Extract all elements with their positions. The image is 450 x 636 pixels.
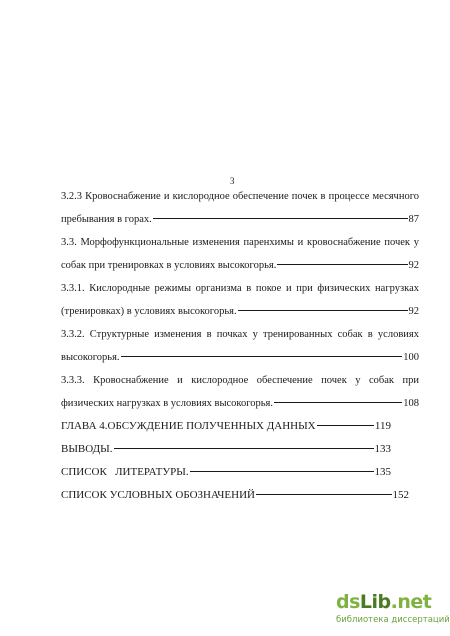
toc-entry-title: 3.3.2. Структурные изменения в почках у тренированных собак в условиях [61, 329, 419, 340]
toc-entry-title: 3.2.3 Кровоснабжение и кислородное обеспечение почек в процессе месячного [61, 191, 419, 202]
toc-page-number: 92 [408, 260, 419, 271]
leader-line [153, 218, 408, 219]
toc-entry-title: 3.3. Морфофункциональные изменения паренхимы и кровоснабжение почек у [61, 237, 419, 248]
toc-page-number: 133 [374, 443, 391, 455]
toc-entry-3-3-1 [61, 282, 419, 295]
brand-part-lib: Lib [359, 591, 391, 613]
toc-entry-title: 3.3.3. Кровоснабжение и кислородное обеспечение почек у собак при [61, 375, 419, 386]
dslib-tagline: библиотека диссертаций [336, 615, 450, 625]
toc-entry-3-3 [61, 236, 419, 249]
dslib-watermark-logo[interactable] [336, 591, 450, 632]
toc-entry-3-3-2 [61, 328, 419, 341]
toc-page-number: 92 [408, 306, 419, 317]
toc-entry-title: ВЫВОДЫ. [61, 443, 113, 455]
toc-entry-title: ГЛАВА 4.ОБСУЖДЕНИЕ ПОЛУЧЕННЫХ ДАННЫХ [61, 420, 316, 432]
toc-entry-3-3-cont [61, 259, 419, 272]
toc-entry-3-3-3-cont [61, 397, 419, 410]
leader-line [277, 264, 407, 265]
toc-entry-title: СПИСОК УСЛОВНЫХ ОБОЗНАЧЕНИЙ [61, 489, 255, 501]
leader-line [238, 310, 408, 311]
toc-entry-title: 3.3.1. Кислородные режимы организма в покое и при физических нагрузках [61, 283, 419, 294]
brand-part-net: .net [390, 591, 432, 613]
leader-line [274, 402, 402, 403]
page-number: 3 [230, 176, 235, 186]
leader-line [121, 356, 403, 357]
leader-line [256, 494, 392, 495]
toc-entry-references [61, 466, 419, 479]
toc-entry-title-cont: пребывания в горах. [61, 214, 152, 225]
brand-part-ds: ds [336, 591, 360, 613]
toc-page-number: 87 [408, 214, 419, 225]
toc-page-number: 108 [403, 398, 419, 409]
toc-entry-title-cont: физических нагрузках в условиях высокогорья. [61, 398, 274, 409]
leader-line [190, 471, 374, 472]
toc-entry-3-2-3 [61, 190, 419, 203]
leader-line [317, 425, 374, 426]
toc-entry-3-3-1-cont [61, 305, 419, 318]
toc-entry-title: СПИСОК ЛИТЕРАТУРЫ. [61, 466, 189, 478]
toc-entry-conclusions [61, 443, 419, 456]
toc-entry-chapter-4 [61, 420, 419, 433]
leader-line [114, 448, 374, 449]
toc-page-number: 100 [403, 352, 419, 363]
toc-entry-title-cont: высокогорья. [61, 352, 120, 363]
toc-page-number: 119 [374, 420, 391, 432]
toc-page-number: 152 [392, 489, 409, 501]
dslib-brand [336, 592, 446, 612]
toc-entry-3-3-2-cont [61, 351, 419, 364]
toc-entry-3-2-3-cont [61, 213, 419, 226]
toc-entry-3-3-3 [61, 374, 419, 387]
toc-entry-abbreviations [61, 489, 419, 502]
toc-entry-title-cont: (тренировках) в условиях высокогорья. [61, 306, 237, 317]
toc-entry-title-cont: собак при тренировках в условиях высокогорья. [61, 260, 277, 271]
toc-page-number: 135 [374, 466, 391, 478]
